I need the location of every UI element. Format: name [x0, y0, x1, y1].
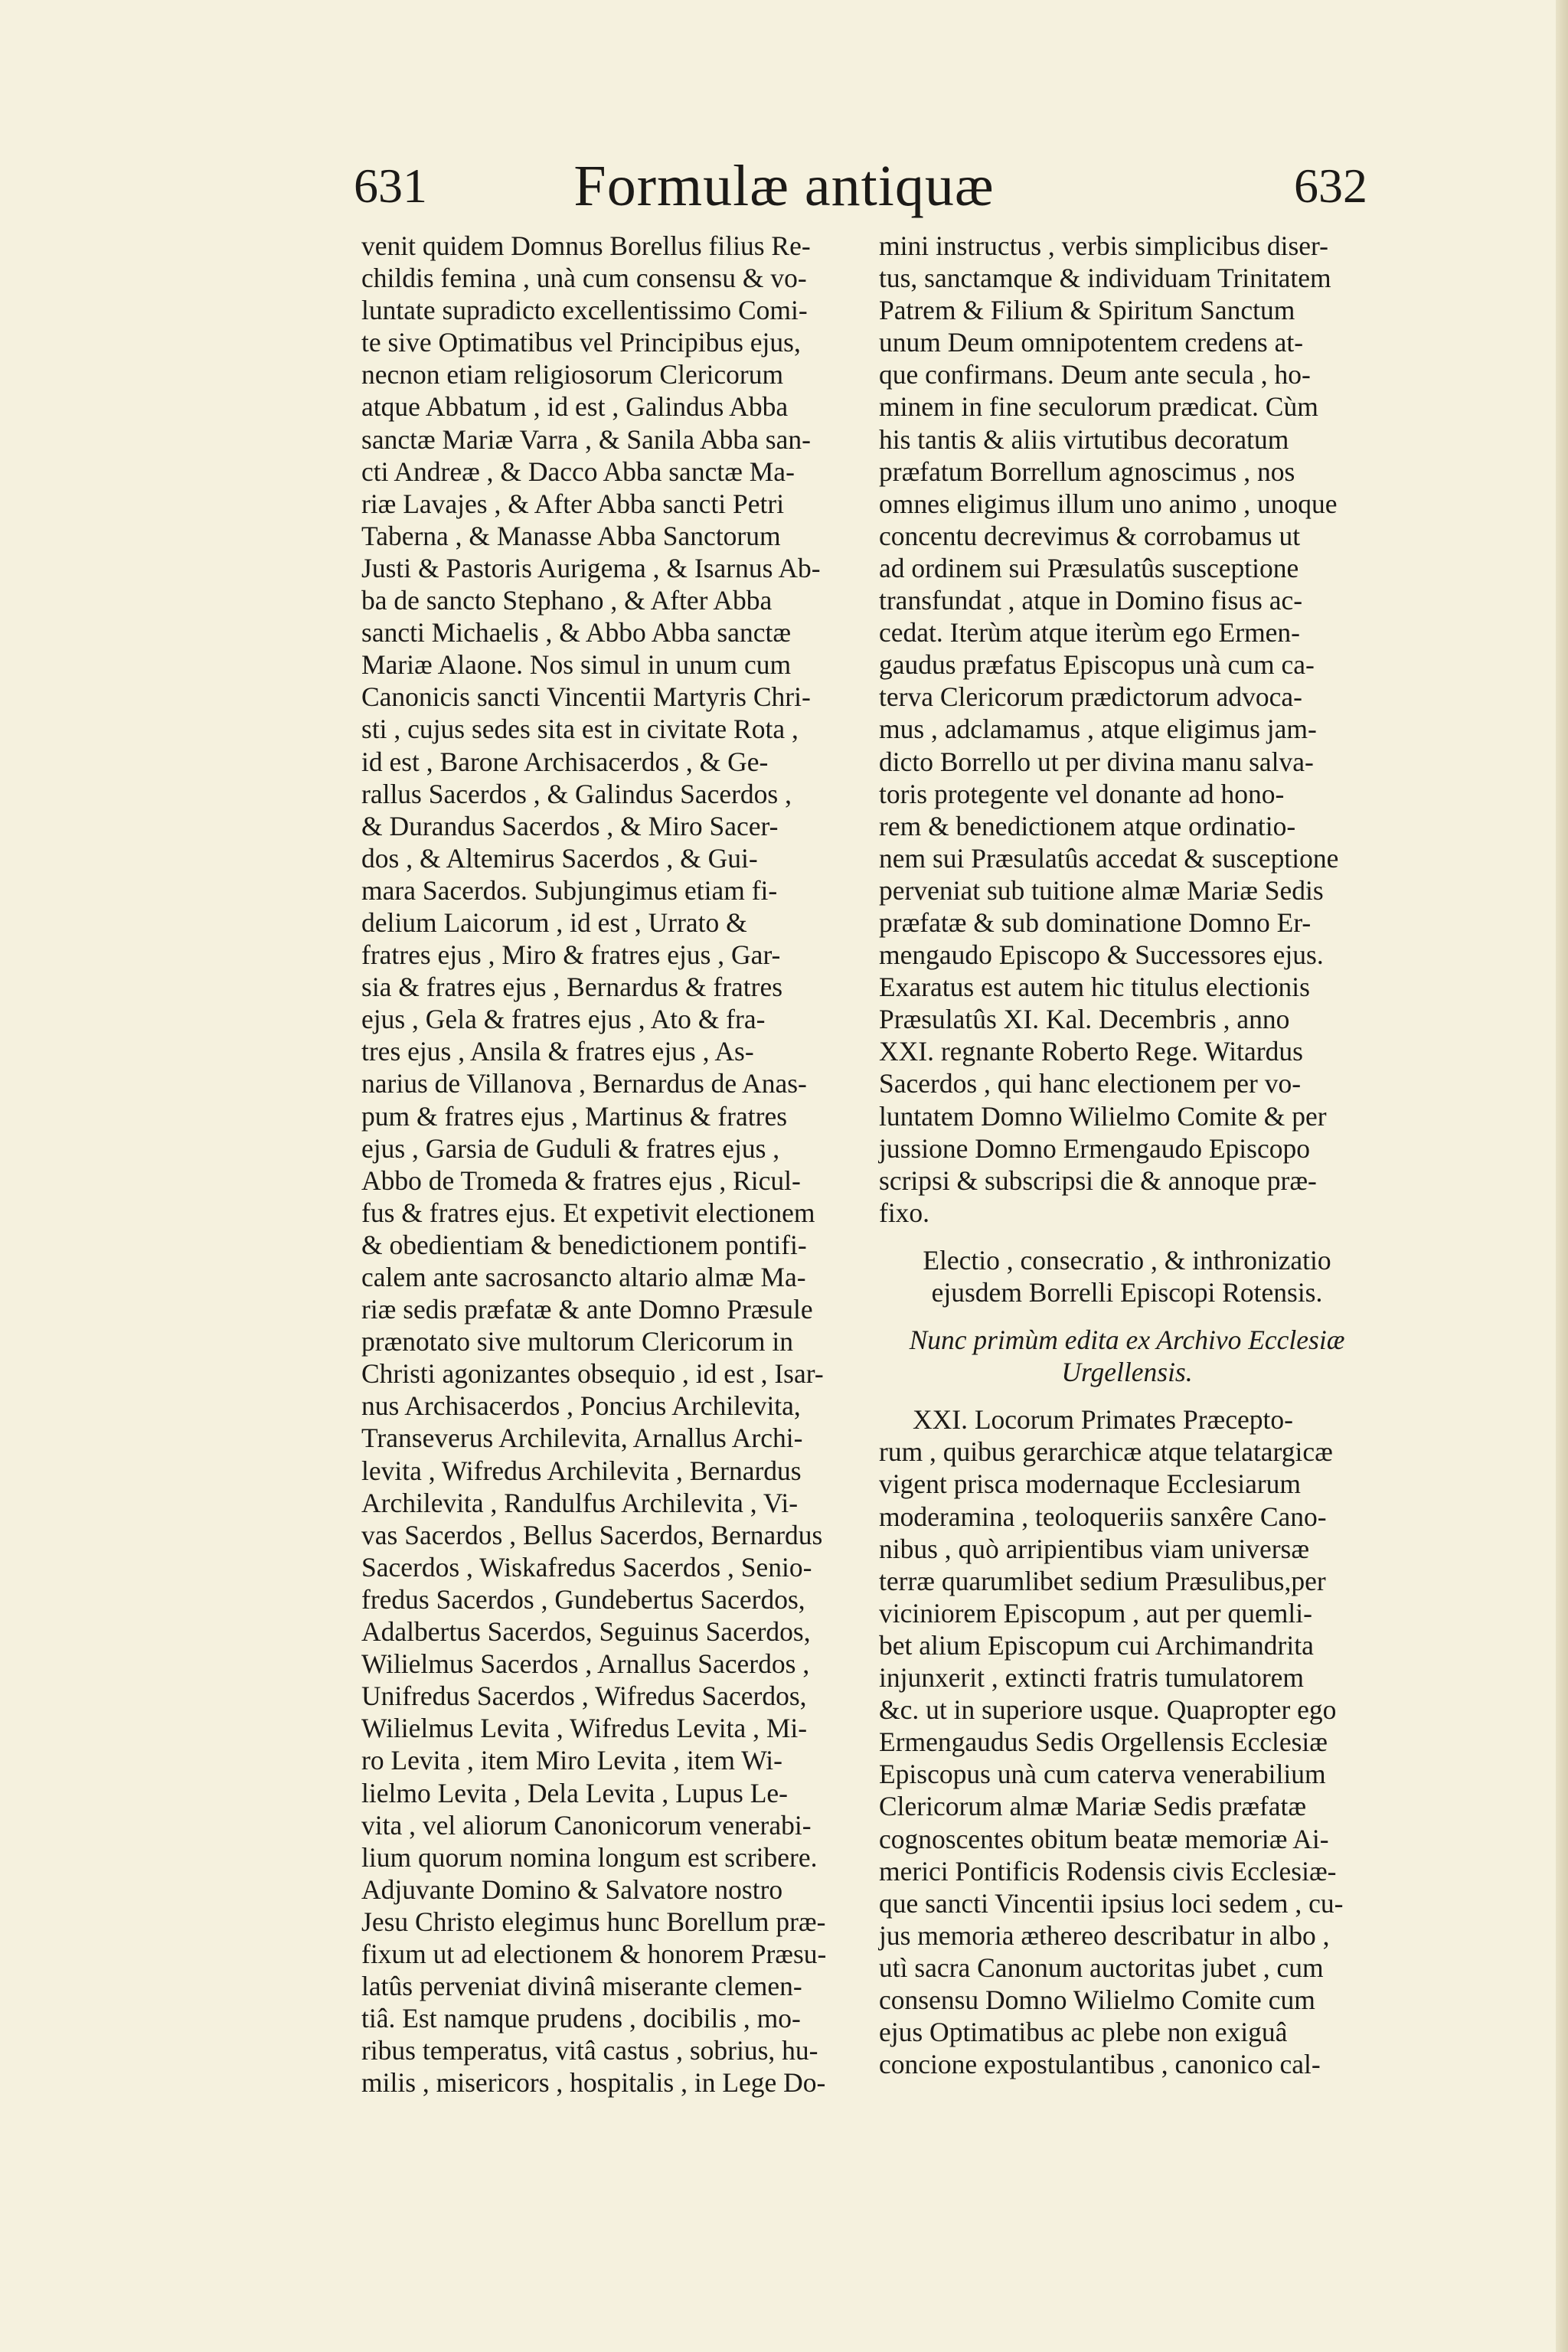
text-line: & Durandus Sacerdos , & Miro Sacer- [361, 810, 779, 841]
text-line: delium Laicorum , id est , Urrato & [361, 906, 747, 938]
text-line: Transeverus Archilevita, Arnallus Archi- [361, 1423, 803, 1454]
text-line: transfundat , atque in Domino fisus ac- [879, 585, 1303, 616]
text-line: omnes eligimus illum uno animo , unoque [879, 488, 1338, 519]
right-column-text [879, 230, 1375, 1229]
text-line: XXI. Locorum Primates Præcepto- [913, 1404, 1293, 1436]
text-line: riæ sedis præfatæ & ante Domno Præsule [361, 1294, 813, 1325]
text-line: Canonicis sancti Vincentii Martyris Chri- [361, 681, 811, 713]
text-line: præfatum Borrellum agnoscimus , nos [879, 456, 1295, 487]
text-line: levita , Wifredus Archilevita , Bernardus [361, 1455, 802, 1486]
text-line: & obedientiam & benedictionem pontifi- [361, 1229, 807, 1260]
page-header [0, 153, 1568, 222]
text-line: mus , adclamamus , atque eligimus jam- [879, 714, 1317, 745]
text-line: Adjuvante Domino & Salvatore nostro [361, 1873, 783, 1905]
text-line: ribus temperatus, vitâ castus , sobrius, hu- [361, 2035, 818, 2066]
text-line: XXI. regnante Roberto Rege. Witardus [879, 1036, 1303, 1067]
text-line: consensu Domno Wilielmo Comite cum [879, 1984, 1315, 2015]
text-line: luntatem Domno Wilielmo Comite & per [879, 1100, 1327, 1132]
text-line: latûs perveniat divinâ miserante clemen- [361, 1971, 802, 2002]
text-line: gaudus præfatus Episcopus unà cum ca- [879, 649, 1315, 681]
text-line: Præsulatûs XI. Kal. Decembris , anno [879, 1004, 1290, 1035]
text-line: mengaudo Episcopo & Successores ejus. [879, 939, 1324, 971]
text-line: Ermengaudus Sedis Orgellensis Ecclesiæ [879, 1726, 1328, 1758]
page-edge [1556, 0, 1568, 2352]
page-number-right: 632 [1294, 158, 1367, 213]
text-line: rum , quibus gerarchicæ atque telatargicæ [879, 1436, 1333, 1468]
text-line: Archilevita , Randulfus Archilevita , Vi- [361, 1487, 799, 1518]
text-line: merici Pontificis Rodensis civis Ecclesiæ- [879, 1855, 1337, 1886]
text-line: prænotato sive multorum Clericorum in [361, 1326, 793, 1357]
right-column-text-2 [879, 1403, 1375, 2080]
text-line: jus memoria æthereo describatur in albo , [879, 1919, 1330, 1951]
text-line: concentu decrevimus & corrobamus ut [879, 520, 1301, 551]
text-line: sti , cujus sedes sita est in civitate Rota , [361, 714, 799, 745]
text-line: lium quorum nomina longum est scribere. [361, 1841, 818, 1873]
text-line: bet alium Episcopum cui Archimandrita [879, 1629, 1314, 1661]
text-line: pum & fratres ejus , Martinus & fratres [361, 1100, 788, 1132]
text-line: ad ordinem sui Præsulatûs susceptione [879, 552, 1299, 583]
text-line: riæ Lavajes , & After Abba sancti Petri [361, 488, 785, 519]
text-line: Abbo de Tromeda & fratres ejus , Ricul- [361, 1165, 801, 1196]
text-line: Episcopus unà cum caterva venerabilium [879, 1759, 1326, 1790]
text-line: Urgellensis. [1061, 1357, 1193, 1388]
text-line: ejus Optimatibus ac plebe non exiguâ [879, 2017, 1288, 2048]
text-line: narius de Villanova , Bernardus de Anas- [361, 1068, 807, 1099]
text-line: milis , misericors , hospitalis , in Lege Do- [361, 2067, 826, 2099]
text-line: vigent prisca modernaque Ecclesiarum [879, 1468, 1302, 1500]
text-line: concione expostulantibus , canonico cal- [879, 2049, 1321, 2080]
text-line: ro Levita , item Miro Levita , item Wi- [361, 1745, 782, 1776]
text-line: Wilielmus Sacerdos , Arnallus Sacerdos , [361, 1648, 810, 1680]
text-line: venit quidem Domnus Borellus filius Re- [361, 230, 811, 261]
right-column [879, 230, 1375, 2080]
text-line: childis femina , unà cum consensu & vo- [361, 263, 807, 294]
text-line: mara Sacerdos. Subjungimus etiam fi- [361, 874, 778, 906]
text-line: tus, sanctamque & individuam Trinitatem [879, 263, 1331, 294]
text-line: Patrem & Filium & Spiritum Sanctum [879, 295, 1295, 326]
left-column [361, 230, 851, 2099]
text-line: Exaratus est autem hic titulus electionis [879, 972, 1310, 1003]
text-line: rallus Sacerdos , & Galindus Sacerdos , [361, 778, 792, 809]
spacer [879, 1229, 1375, 1244]
text-line: præfatæ & sub dominatione Domno Er- [879, 906, 1312, 938]
text-line: rem & benedictionem atque ordinatio- [879, 810, 1296, 841]
text-line: fus & fratres ejus. Et expetivit electionem [361, 1197, 815, 1228]
text-line: fixum ut ad electionem & honorem Præsu- [361, 1938, 827, 1969]
text-line: Adalbertus Sacerdos, Seguinus Sacerdos, [361, 1616, 811, 1648]
text-line: fixo. [879, 1197, 930, 1228]
spacer [879, 1388, 1375, 1403]
text-line: vas Sacerdos , Bellus Sacerdos, Bernardus [361, 1519, 823, 1550]
text-line: Taberna , & Manasse Abba Sanctorum [361, 520, 781, 551]
running-title: Formulæ antiquæ [573, 154, 995, 218]
text-line: cti Andreæ , & Dacco Abba sanctæ Ma- [361, 456, 795, 487]
text-line: calem ante sacrosancto altario almæ Ma- [361, 1262, 806, 1292]
section-source [879, 1324, 1375, 1388]
text-line: &c. ut in superiore usque. Quapropter ego [879, 1694, 1337, 1726]
text-line: necnon etiam religiosorum Clericorum [361, 359, 784, 390]
text-line: tres ejus , Ansila & fratres ejus , As- [361, 1036, 754, 1067]
text-line: mini instructus , verbis simplicibus diser- [879, 230, 1328, 261]
text-line: Sacerdos , Wiskafredus Sacerdos , Senio- [361, 1551, 812, 1583]
text-line: injunxerit , extincti fratris tumulatorem [879, 1662, 1305, 1694]
text-line: utì sacra Canonum auctoritas jubet , cum [879, 1952, 1324, 1983]
text-line: lielmo Levita , Dela Levita , Lupus Le- [361, 1777, 788, 1808]
text-line: moderamina , teoloqueriis sanxêre Cano- [879, 1501, 1327, 1532]
text-line: atque Abbatum , id est , Galindus Abba [361, 391, 789, 423]
text-line: fratres ejus , Miro & fratres ejus , Gar- [361, 939, 781, 971]
text-line: Unifredus Sacerdos , Wifredus Sacerdos, [361, 1681, 807, 1712]
text-line: dicto Borrello ut per divina manu salva- [879, 746, 1314, 777]
text-line: viciniorem Episcopum , aut per quemli- [879, 1597, 1312, 1628]
text-line: terva Clericorum prædictorum advoca- [879, 681, 1303, 713]
text-line: Jesu Christo elegimus hunc Borellum præ- [361, 1906, 826, 1937]
text-line: toris protegente vel donante ad hono- [879, 778, 1285, 809]
section-heading [879, 1244, 1375, 1308]
text-line: tiâ. Est namque prudens , docibilis , mo- [361, 2003, 801, 2034]
text-line: Mariæ Alaone. Nos simul in unum cum [361, 649, 792, 681]
text-line: Justi & Pastoris Aurigema , & Isarnus Ab- [361, 552, 821, 583]
text-line: cognoscentes obitum beatæ memoriæ Ai- [879, 1823, 1329, 1854]
text-line: Christi agonizantes obsequio , id est , Isar- [361, 1358, 824, 1390]
page-number-left: 631 [354, 158, 427, 213]
text-line: ejusdem Borrelli Episcopi Rotensis. [931, 1277, 1323, 1308]
text-line: que sancti Vincentii ipsius loci sedem , cu- [879, 1887, 1344, 1919]
text-line: id est , Barone Archisacerdos , & Ge- [361, 746, 769, 777]
text-line: nus Archisacerdos , Poncius Archilevita, [361, 1390, 801, 1422]
text-line: sia & fratres ejus , Bernardus & fratres [361, 972, 783, 1003]
text-line: vita , vel aliorum Canonicorum venerabi- [361, 1809, 812, 1841]
text-line: sancti Michaelis , & Abbo Abba sanctæ [361, 617, 792, 648]
text-line: perveniat sub tuitione almæ Mariæ Sedis [879, 874, 1324, 906]
text-line: his tantis & aliis virtutibus decoratum [879, 423, 1289, 455]
text-line: terræ quarumlibet sedium Præsulibus,per [879, 1565, 1326, 1596]
text-line: sanctæ Mariæ Varra , & Sanila Abba san- [361, 423, 811, 455]
text-line: te sive Optimatibus vel Principibus ejus, [361, 327, 801, 358]
text-line: Clericorum almæ Mariæ Sedis præfatæ [879, 1791, 1307, 1822]
text-line: Wilielmus Levita , Wifredus Levita , Mi- [361, 1713, 808, 1744]
text-line: que confirmans. Deum ante secula , ho- [879, 359, 1311, 390]
text-line: scripsi & subscripsi die & annoque præ- [879, 1165, 1317, 1196]
spacer [879, 1308, 1375, 1324]
text-line: fredus Sacerdos , Gundebertus Sacerdos, [361, 1583, 805, 1615]
text-line: luntate supradicto excellentissimo Comi- [361, 295, 808, 326]
text-line: minem in fine seculorum prædicat. Cùm [879, 391, 1318, 423]
text-line: unum Deum omnipotentem credens at- [879, 327, 1304, 358]
text-line: Nunc primùm edita ex Archivo Ecclesiæ [909, 1325, 1345, 1356]
text-line: dos , & Altemirus Sacerdos , & Gui- [361, 842, 758, 874]
text-line: jussione Domno Ermengaudo Episcopo [879, 1132, 1310, 1164]
text-line: ejus , Gela & fratres ejus , Ato & fra- [361, 1004, 766, 1035]
text-line: ejus , Garsia de Guduli & fratres ejus , [361, 1132, 780, 1164]
text-line: Sacerdos , qui hanc electionem per vo- [879, 1068, 1302, 1099]
text-line: nem sui Præsulatûs accedat & susceptione [879, 842, 1339, 874]
text-line: cedat. Iterùm atque iterùm ego Ermen- [879, 617, 1301, 648]
text-line: nibus , quò arripientibus viam universæ [879, 1533, 1310, 1564]
text-line: ba de sancto Stephano , & After Abba [361, 585, 773, 616]
text-line: Electio , consecratio , & inthronizatio [923, 1244, 1331, 1276]
